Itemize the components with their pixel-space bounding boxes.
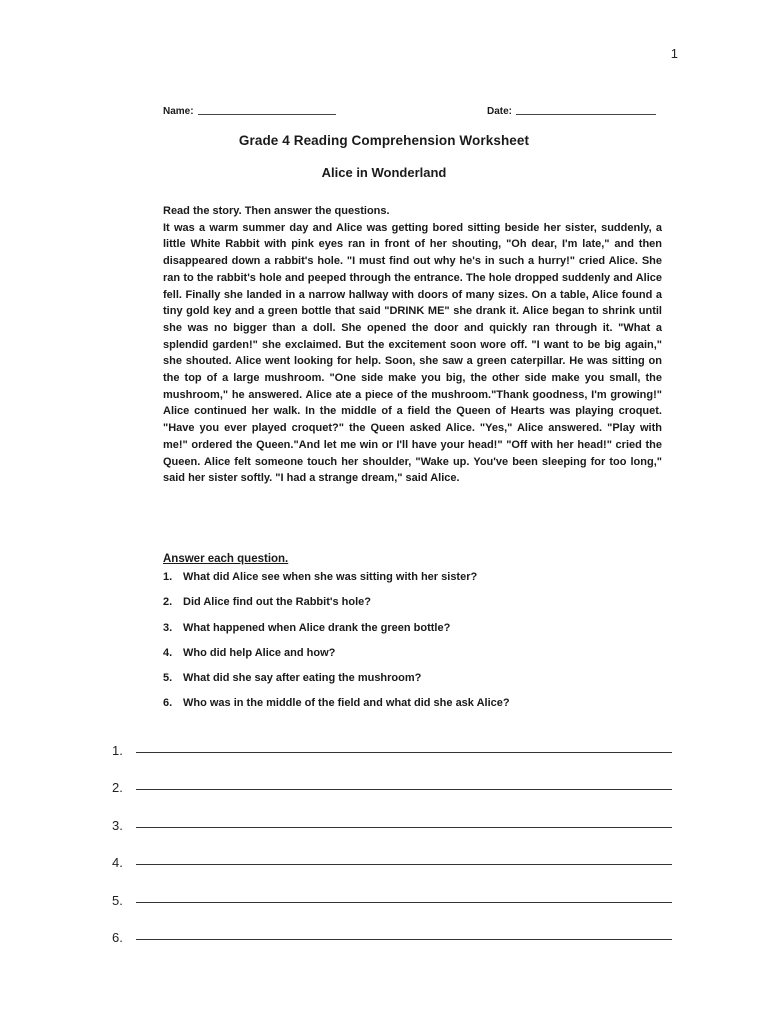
question-text: Did Alice find out the Rabbit's hole? xyxy=(183,596,371,609)
answer-blank-line[interactable] xyxy=(136,902,672,903)
question-item xyxy=(163,571,683,596)
question-number: 5. xyxy=(163,672,173,685)
question-item xyxy=(163,647,683,672)
question-list xyxy=(163,571,683,723)
answer-lines xyxy=(112,720,682,945)
question-number: 4. xyxy=(163,646,173,659)
question-text: Who did help Alice and how? xyxy=(183,646,336,659)
answer-blank-line[interactable] xyxy=(136,752,672,753)
answer-row[interactable] xyxy=(112,795,682,833)
question-text: What did Alice see when she was sitting with her sister? xyxy=(183,571,478,583)
questions-heading: Answer each question. xyxy=(163,553,289,565)
question-item xyxy=(163,622,683,647)
answer-row[interactable] xyxy=(112,833,682,871)
answer-blank-line[interactable] xyxy=(136,827,672,828)
answer-blank-line[interactable] xyxy=(136,939,672,940)
date-label: Date: xyxy=(487,106,513,117)
story-title: Alice in Wonderland xyxy=(321,165,447,180)
question-item xyxy=(163,697,683,722)
answer-number: 4. xyxy=(112,855,123,870)
answer-number: 2. xyxy=(112,780,123,795)
date-field[interactable] xyxy=(487,106,656,117)
answer-blank-line[interactable] xyxy=(136,789,672,790)
question-text: What did she say after eating the mushroom? xyxy=(183,672,422,685)
page-number: 1 xyxy=(670,46,678,61)
question-text: What happened when Alice drank the green bottle? xyxy=(183,621,451,634)
name-field[interactable] xyxy=(163,106,336,117)
worksheet-title: Grade 4 Reading Comprehension Worksheet xyxy=(238,133,530,148)
name-label: Name: xyxy=(163,106,194,117)
answer-number: 5. xyxy=(112,892,123,908)
answer-blank-line[interactable] xyxy=(136,864,672,865)
question-item xyxy=(163,596,683,621)
answer-row[interactable] xyxy=(112,908,682,946)
question-text: Who was in the middle of the field and what did she ask Alice? xyxy=(183,697,510,710)
story-text: It was a warm summer day and Alice was getting bored sitting beside her sister, suddenly, a little White Rabbit with pink eyes ran in front of her shouting, "Oh dear, I'm late," and then disappeared down a rabbit's hole. "I must find out why he's in such a hurry!" cried Alice. She ran to the rabbit's hole and peeped through the entrance. The hole dropped suddenly and Alice fell. Finally she landed in a narrow hallway with doors of many sizes. On a table, Alice found a tiny gold key and a green bottle that said "DRINK ME" she drank it. Alice began to shrink until she was no bigger than a doll. She opened the door and quickly ran through it. "What a splendid garden!" she exclaimed. But the excitement soon wore off. "I want to be big again," she shouted. Alice went looking for help. Soon, she saw a green caterpillar. He was sitting on the top of a large mushroom. "One side make you big, the other side make you small, the mushroom," he answered. Alice ate a piece of the mushroom."Thank goodness, I'm growing!" Alice continued her walk. In the middle of a field the Queen of Hearts was playing croquet. "Have you ever played croquet?" the Queen asked Alice. "Yes," Alice answered. "Play with me!" ordered the Queen."And let me win or I'll have your head!" "Off with her head!" cried the Queen. Alice felt someone touch her shoulder, "Wake up. You've been sleeping for too long," said her sister softly. "I had a strange dream," said Alice. xyxy=(163,221,662,485)
answer-row[interactable] xyxy=(112,758,682,796)
question-number: 6. xyxy=(163,697,173,710)
story-instruction: Read the story. Then answer the questions. xyxy=(163,205,390,217)
answer-number: 1. xyxy=(112,742,123,758)
answer-row[interactable] xyxy=(112,720,682,758)
question-item xyxy=(163,672,683,697)
answer-number: 6. xyxy=(112,930,123,945)
name-blank-line[interactable] xyxy=(198,114,336,115)
date-blank-line[interactable] xyxy=(516,114,656,115)
story-passage xyxy=(163,203,662,487)
worksheet-header xyxy=(163,106,663,122)
answer-row[interactable] xyxy=(112,870,682,908)
question-number: 3. xyxy=(163,621,173,634)
answer-number: 3. xyxy=(112,817,123,833)
question-number: 1. xyxy=(163,571,173,583)
question-number: 2. xyxy=(163,596,173,609)
